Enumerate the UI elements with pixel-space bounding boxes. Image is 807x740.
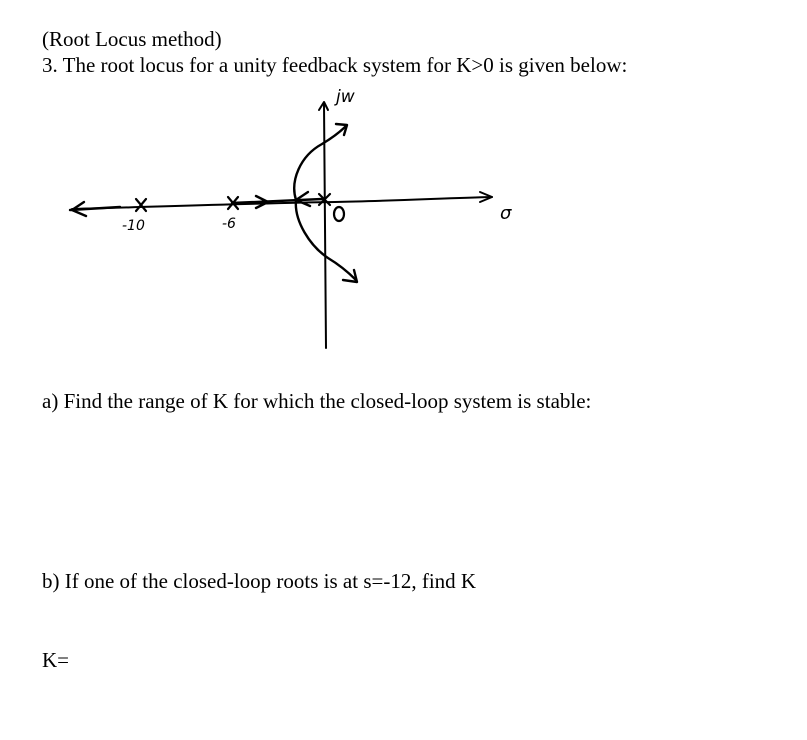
root-locus-figure [60, 86, 530, 356]
imaginary-axis-label: jw [336, 87, 355, 107]
root-locus-plot [60, 86, 530, 356]
pole-marker-minus-10 [136, 199, 146, 211]
pole-label-minus-10: -10 [122, 218, 145, 234]
question-part-b: b) If one of the closed-loop roots is at s=-12, find K [42, 569, 477, 593]
problem-statement: 3. The root locus for a unity feedback system for K>0 is given below: [42, 53, 628, 77]
answer-label-k: K= [42, 648, 70, 672]
pole-label-minus-6: -6 [222, 216, 236, 232]
locus-curve-upper [294, 126, 346, 200]
question-part-a: a) Find the range of K for which the closed-loop system is stable: [42, 389, 592, 413]
section-heading: (Root Locus method) [42, 27, 222, 51]
real-axis-label: σ [500, 203, 512, 224]
zero-marker [334, 207, 344, 221]
